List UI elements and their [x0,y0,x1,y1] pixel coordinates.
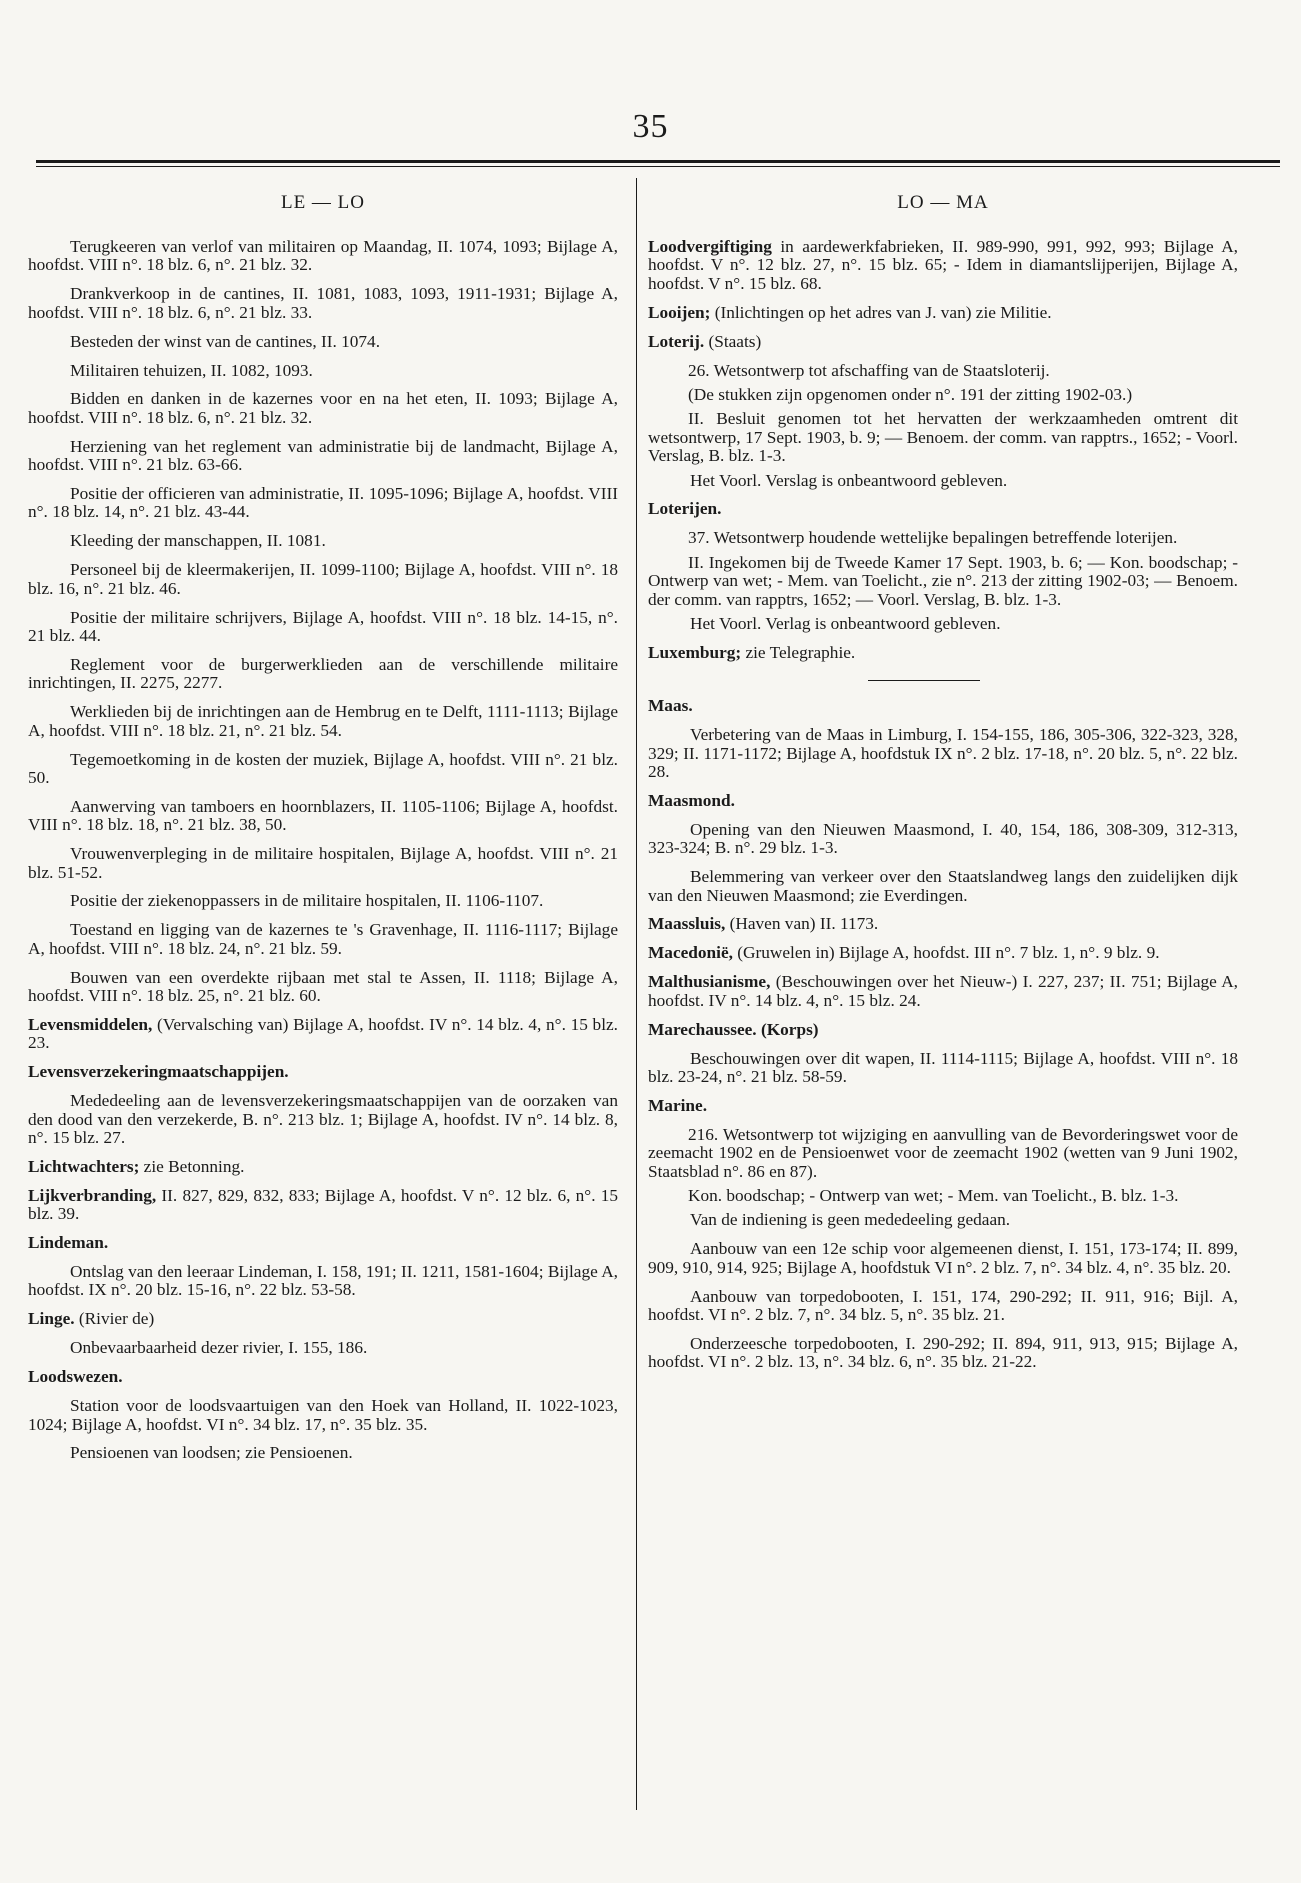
entry-loodswezen-sub2: Pensioenen van loodsen; zie Pensioenen. [70,1443,353,1463]
left-entry: Positie der ziekenoppassers in de militaire hospitalen, II. 1106-1107. [70,891,544,911]
entry-marine: Marine. [648,1095,708,1115]
right-column-header: LO — MA [897,192,989,213]
entry-maas-sub: Verbetering van de Maas in Limburg, I. 154-155, 186, 305-306, 322-323, 328, 329; II. 1171-1172; Bijlage A, hoofdstuk IX n°. 2 blz. 17-18, n°. 20 blz. 5, n°. 22 blz. 28. [648,725,1238,782]
entry-luxemburg: Luxemburg; zie Telegraphie. [648,642,856,662]
entry-lijkverbranding: Lijkverbranding, II. 827, 829, 832, 833; Bijlage A, hoofdst. V n°. 12 blz. 6, n°. 15 blz. 39. [28,1185,618,1224]
entry-linge: Linge. (Rivier de) [28,1309,155,1329]
left-entry: Positie der officieren van administratie, II. 1095-1096; Bijlage A, hoofdst. VIII n°. 18 blz. 14, n°. 21 blz. 43-44. [28,484,618,522]
entry-marine-van: Van de indiening is geen mededeeling gedaan. [690,1210,1011,1230]
page-number: 35 [632,108,669,145]
left-entry: Drankverkoop in de cantines, II. 1081, 1083, 1093, 1911-1931; Bijlage A, hoofdst. VIII n°. 18 blz. 6, n°. 21 blz. 33. [28,284,618,322]
entry-marine-onder: Onderzeesche torpedobooten, I. 290-292; II. 894, 911, 913, 915; Bijlage A, hoofdst. VI n°. 2 blz. 13, n°. 34 blz. 6, n°. 35 blz. 21-22. [648,1333,1238,1372]
entry-loterijen-het: Het Voorl. Verlag is onbeantwoord gebleven. [690,614,1001,633]
left-column-header: LE — LO [280,192,366,213]
right-column [648,192,1238,1382]
entry-marine-216: 216. Wetsontwerp tot wijziging en aanvulling van de Bevorderingswet voor de zeemacht 1902 en de Pensioenwet voor de zeemacht 1902 (wetten van 9 Juni 1902, Staatsblad n°. 86 en 87). [648,1124,1238,1181]
entry-loterij-het: Het Voorl. Verslag is onbeantwoord gebleven. [690,470,1008,490]
left-entry: Tegemoetkoming in de kosten der muziek, Bijlage A, hoofdst. VIII n°. 21 blz. 50. [28,749,618,787]
entry-loodvergiftiging: Loodvergiftiging in aardewerkfabrieken, II. 989-990, 991, 992, 993; Bijlage A, hoofdst. V n°. 12 blz. 27, n°. 15 blz. 65; - Idem in diamantslijperijen, Bijlage A, hoofdst. V n°. 15 blz. 68. [648,237,1238,293]
entry-lindeman: Lindeman. [28,1233,109,1253]
left-column [28,192,618,1473]
left-entry: Personeel bij de kleermakerijen, II. 1099-1100; Bijlage A, hoofdst. VIII n°. 18 blz. 16, n°. 21 blz. 46. [28,560,618,598]
entry-loterijen: Loterijen. [648,499,722,519]
entry-maasmond: Maasmond. [648,790,735,810]
left-entry: Reglement voor de burgerwerklieden aan de verschillende militaire inrichtingen, II. 2275, 2277. [28,654,618,693]
entry-marechaussee: Marechaussee. (Korps) [648,1019,819,1039]
entry-marine-torpedo: Aanbouw van torpedobooten, I. 151, 174, 290-292; II. 911, 916; Bijl. A, hoofdst. VI n°. 2 blz. 7, n°. 34 blz. 5, n°. 35 blz. 21. [648,1286,1238,1324]
left-entry: Herziening van het reglement van administratie bij de landmacht, Bijlage A, hoofdst. VIII n°. 21 blz. 63-66. [28,436,618,475]
entry-loterijen-37: 37. Wetsontwerp houdende wettelijke bepalingen betreffende loterijen. [688,528,1178,548]
entry-maassluis: Maassluis, (Haven van) II. 1173. [648,914,879,934]
entry-marine-kon: Kon. boodschap; - Ontwerp van wet; - Mem. van Toelicht., B. blz. 1-3. [688,1185,1179,1205]
entry-looijen: Looijen; (Inlichtingen op het adres van J. van) zie Militie. [648,302,1052,322]
left-entry: Besteden der winst van de cantines, II. 1074. [70,331,381,351]
section-divider-rule [868,680,980,681]
left-entry: Militairen tehuizen, II. 1082, 1093. [70,360,313,380]
left-entry: Kleeding der manschappen, II. 1081. [70,531,326,551]
entry-levensmiddelen: Levensmiddelen, (Vervalsching van) Bijlage A, hoofdst. IV n°. 14 blz. 4, n°. 15 blz. 23. [28,1015,618,1053]
left-entry-list [28,238,618,1006]
left-entry: Toestand en ligging van de kazernes te 's Gravenhage, II. 1116-1117; Bijlage A, hoofdst. VIII n°. 18 blz. 24, n°. 21 blz. 59. [28,920,618,958]
left-entry: Terugkeeren van verlof van militairen op Maandag, II. 1074, 1093; Bijlage A, hoofdst. VIII n°. 18 blz. 6, n°. 21 blz. 32. [28,237,618,275]
entry-loterij-26: 26. Wetsontwerp tot afschaffing van de Staatsloterij. [688,360,1050,380]
left-entry: Bouwen van een overdekte rijbaan met stal te Assen, II. 1118; Bijlage A, hoofdst. VIII n°. 18 blz. 25, n°. 21 blz. 60. [28,967,618,1006]
entry-macedonie: Macedonië, (Gruwelen in) Bijlage A, hoofdst. III n°. 7 blz. 1, n°. 9 blz. 9. [648,943,1160,963]
left-entry: Aanwerving van tamboers en hoornblazers, II. 1105-1106; Bijlage A, hoofdst. VIII n°. 18 blz. 18, n°. 21 blz. 38, 50. [28,796,618,835]
entry-linge-sub: Onbevaarbaarheid dezer rivier, I. 155, 186. [70,1338,368,1358]
header-rule-thick [36,160,1280,163]
left-entry: Bidden en danken in de kazernes voor en na het eten, II. 1093; Bijlage A, hoofdst. VIII n°. 18 blz. 6, n°. 21 blz. 32. [28,389,618,427]
left-entry: Positie der militaire schrijvers, Bijlage A, hoofdst. VIII n°. 18 blz. 14-15, n°. 21 blz. 44. [28,607,618,645]
entry-lichtwachters: Lichtwachters; zie Betonning. [28,1156,245,1176]
entry-levensverzekering-sub: Mededeeling aan de levensverzekeringsmaatschappijen van de oorzaken van den dood van den verzekerde, B. n°. 213 blz. 1; Bijlage A, hoofdst. IV n°. 14 blz. 8, n°. 15 blz. 27. [28,1091,618,1148]
entry-loterij: Loterij. (Staats) [648,331,762,351]
header-rule-thin [36,166,1280,167]
entry-levensverzekering: Levensverzekeringmaatschappijen. [28,1062,289,1082]
entry-maasmond-1: Opening van den Nieuwen Maasmond, I. 40, 154, 186, 308-309, 312-313, 323-324; B. n°. 29 blz. 1-3. [648,819,1238,858]
left-entry: Werklieden bij de inrichtingen aan de Hembrug en te Delft, 1111-1113; Bijlage A, hoofdst. VIII n°. 18 blz. 21, n°. 21 blz. 54. [28,702,618,740]
entry-maasmond-2: Belemmering van verkeer over den Staatslandweg langs den zuidelijken dijk van den Nieuwen Maasmond; zie Everdingen. [648,867,1238,905]
left-entry: Vrouwenverpleging in de militaire hospitalen, Bijlage A, hoofdst. VIII n°. 21 blz. 51-52. [28,844,618,882]
entry-loodswezen-sub: Station voor de loodsvaartuigen van den Hoek van Holland, II. 1022-1023, 1024; Bijlage A, hoofdst. VI n°. 34 blz. 17, n°. 35 blz. 35. [28,1396,618,1434]
entry-malthusianisme: Malthusianisme, (Beschouwingen over het Nieuw-) I. 227, 237; II. 751; Bijlage A, hoofdst. IV n°. 14 blz. 4, n°. 15 blz. 24. [648,972,1238,1010]
entry-loterij-ii: II. Besluit genomen tot het hervatten der werkzaamheden omtrent dit wetsontwerp, 17 Sept. 1903, b. 9; — Benoem. der comm. van rapptrs., 1652; - Voorl. Verslag, B. blz. 1-3. [648,409,1238,466]
entry-maas: Maas. [648,696,693,716]
entry-lindeman-sub: Ontslag van den leeraar Lindeman, I. 158, 191; II. 1211, 1581-1604; Bijlage A, hoofdst. IX n°. 20 blz. 15-16, n°. 22 blz. 53-58. [28,1262,618,1300]
entry-marine-aanbouw: Aanbouw van een 12e schip voor algemeenen dienst, I. 151, 173-174; II. 899, 909, 910, 914, 925; Bijlage A, hoofdstuk VI n°. 2 blz. 7, n°. 34 blz. 4, n°. 35 blz. 20. [648,1239,1238,1277]
entry-loodswezen: Loodswezen. [28,1367,123,1387]
entry-loterijen-ii: II. Ingekomen bij de Tweede Kamer 17 Sept. 1903, b. 6; — Kon. boodschap; - Ontwerp van wet; - Mem. van Toelicht., zie n°. 213 der zitting 1902-03; — Benoem. der comm. van rapptrs, 1652; — Voorl. Verslag, B. blz. 1-3. [648,552,1238,609]
entry-marechaussee-sub: Beschouwingen over dit wapen, II. 1114-1115; Bijlage A, hoofdst. VIII n°. 18 blz. 23-24, n°. 21 blz. 58-59. [648,1048,1238,1086]
entry-loterij-26b: (De stukken zijn opgenomen onder n°. 191 der zitting 1902-03.) [688,384,1133,404]
column-divider [636,178,637,1810]
